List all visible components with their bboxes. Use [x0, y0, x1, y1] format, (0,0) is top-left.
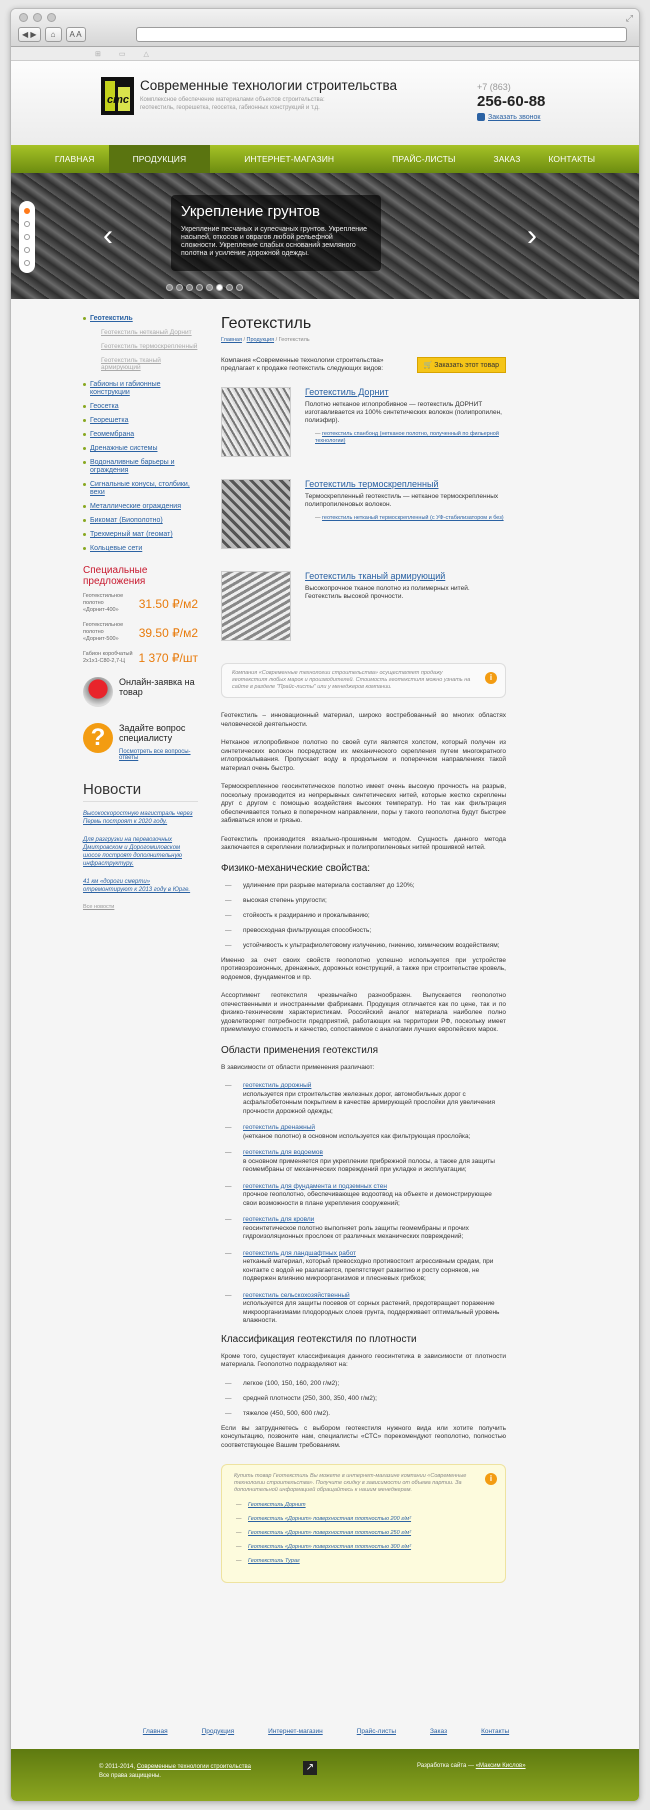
- news-item[interactable]: 41 км «дороги смерти» отремонтируют к 2013 году в Юрге.: [83, 879, 191, 893]
- share-icon[interactable]: △: [143, 50, 149, 58]
- paragraph: Кроме того, существует классификация данного геосинтетика в зависимости от плотности материала. Геополотно подразделяют на:: [221, 1352, 506, 1368]
- sidebar-item[interactable]: Геомембрана: [83, 431, 198, 439]
- application-text: используется для защиты посевов от сорных растений, предотвращает поражение микроорганизмами плодородных слоев грунта, поддерживает оптимальный уровень влажности.: [243, 1300, 500, 1324]
- site-footer: [11, 1749, 640, 1801]
- hero-slider: [11, 173, 639, 299]
- bookmarks-bar: [11, 47, 639, 61]
- nav-contacts[interactable]: КОНТАКТЫ: [548, 154, 596, 164]
- paragraph: Если вы затрудняетесь с выбором геотекстиля нужного вида или хотите получить консультацию, позвоните нам, специалисты «СТС» порекомендуют геополотно, полностью соответствующее Вашим требованиям.: [221, 1424, 506, 1449]
- offer-item[interactable]: [83, 622, 198, 643]
- application-text: (нетканое полотно) в основном используется как фильтрующая прослойка;: [243, 1132, 471, 1140]
- developer-credit: [417, 1763, 526, 1769]
- footer-link[interactable]: Главная: [142, 1727, 168, 1735]
- offers-title: Специальные предложения: [83, 565, 148, 587]
- paragraph: Ассортимент геотекстиля чрезвычайно разнообразен. Выпускается геополотно отечественными и иностранными фабриками. Продукция отличается как по цене, так и по физико-техническим характеристикам. Российский аналог материала наиболее полно удовлетворяет потребности предприятий, работающих на территории РФ, поскольку имеет приемлемую стоимость и качество, сопоставимое с аналогами лучших европейских марок.: [221, 992, 506, 1033]
- sidebar-subitem[interactable]: Геотекстиль нетканый Дорнит: [101, 329, 192, 336]
- ask-box: [83, 723, 198, 761]
- phone-icon: [477, 113, 485, 121]
- sidebar-item[interactable]: Геосетка: [83, 403, 198, 411]
- site-title[interactable]: Современные технологии строительства: [140, 78, 398, 93]
- application-link[interactable]: — геотекстиль для кровли: [243, 1216, 315, 1223]
- info-icon: i: [485, 1473, 497, 1485]
- paragraph: Нетканое иглопробивное полотно по своей сути является холстом, который получен из синтетических волокон посредством их механического скрепления путем многократного иглопрокалывания. Пропускает воду в продольном и поперечном направлениях такой материал очень быстро.: [221, 739, 506, 772]
- application-link[interactable]: — геотекстиль для водоемов: [243, 1149, 323, 1156]
- main-content: [221, 315, 506, 1583]
- offer-item[interactable]: [83, 651, 198, 665]
- news-item[interactable]: Для разгрузки на перевозочных Дмитровском и Дорогомиловском шоссе построят дополнительную инфраструктуру.: [83, 837, 182, 867]
- paragraph: В зависимости от области применения различают:: [221, 1063, 375, 1071]
- list-item: — стойкость к раздиранию и прокалыванию;: [233, 912, 506, 919]
- paragraph: Термоскрепленное геосинтетическое полотно имеет очень высокую прочность на разрыв, поскольку производится из непрерывных синтетических нитей, которые жестко скреплены друг с другом с помощью воздействия высоких температур. Но так как фильтрация обеспечивается только в поперечном направлении, поры у такого геополотна будут быстрее забиваться илом и грязью.: [221, 783, 506, 824]
- application-link[interactable]: — геотекстиль для ландшафтных работ: [243, 1249, 357, 1257]
- product-item: [221, 479, 506, 549]
- application-link[interactable]: — геотекстиль для фундамента и подземных стен: [243, 1182, 387, 1190]
- sidebar-subitem[interactable]: Геотекстиль тканый армирующий: [101, 357, 161, 371]
- slider-bullet[interactable]: [24, 221, 30, 227]
- buy-link[interactable]: — Геотекстиль Тураг: [248, 1558, 477, 1564]
- buy-box-text: Купить товар Геотекстиль Вы можете в интернет-магазине компании «Современные технологии строительства». Получите скидку в зависимости от объема партии. За дополнительной информацией обращайтесь к нашим менеджерам.: [234, 1473, 467, 1493]
- list-item: — удлинение при разрыве материала составляет до 120%;: [233, 882, 506, 889]
- address-bar[interactable]: [136, 27, 627, 42]
- close-icon[interactable]: [19, 13, 28, 22]
- bookmark-icon[interactable]: ⊞: [95, 50, 101, 58]
- offer-name[interactable]: Геотекстильное полотно «Дорнит-400»: [83, 593, 124, 613]
- reader-icon[interactable]: ▭: [118, 50, 126, 58]
- window-controls: [19, 13, 56, 22]
- application-text: используется при строительстве железных дорог, автомобильных дорог с асфальтобетонным покрытием в качестве армирующей прослойки для увеличения прочности дорожной одежды;: [243, 1090, 496, 1115]
- slider-dot[interactable]: [166, 284, 173, 291]
- paragraph: Геотекстиль производится вязально-прошивным методом. Сущность данного метода заключается в скреплении полиэфирных и полипропиленовых нитей прошивкой нитей.: [221, 835, 506, 851]
- offer-item[interactable]: [83, 593, 198, 614]
- sidebar-item[interactable]: Трехмерный мат (геомат): [83, 531, 198, 539]
- application-text: прочное геополотно, обеспечивающее водоотвод на объекте и демонстрирующее свои возможности в плане укрепления сооружений;: [243, 1191, 492, 1207]
- application-link[interactable]: — геотекстиль дорожный: [243, 1082, 312, 1089]
- product-name[interactable]: Геотекстиль термоскрепленный: [305, 479, 439, 489]
- chevron-right-icon[interactable]: ›: [527, 219, 537, 252]
- maximize-icon[interactable]: [47, 13, 56, 22]
- copyright-link[interactable]: Современные технологии строительства: [136, 1764, 251, 1770]
- footer-link[interactable]: Контакты: [481, 1727, 510, 1735]
- offer-name[interactable]: Геотекстильное полотно «Дорнит-500»: [83, 622, 124, 642]
- chevron-left-icon[interactable]: ‹: [103, 219, 113, 252]
- nav-products[interactable]: ПРОДУКЦИЯ: [109, 145, 211, 173]
- offer-name[interactable]: Габион коробчатый 2х1х1-С80-2,7-Ц: [83, 651, 133, 664]
- paragraph: Геотекстиль – инновационный материал, широко востребованный во многих областях человеческой деятельности.: [221, 712, 506, 728]
- question-icon: ?: [83, 723, 113, 753]
- sidebar-item[interactable]: Георешетка: [83, 417, 198, 425]
- nav-shop[interactable]: ИНТЕРНЕТ-МАГАЗИН: [244, 154, 335, 164]
- browser-window: [10, 8, 640, 1802]
- developer-text: Разработка сайта —: [417, 1763, 475, 1769]
- sidebar-item[interactable]: Бикомат (Биополотно): [83, 517, 198, 525]
- sidebar-item[interactable]: Габионы и габионные конструкции: [83, 381, 198, 397]
- text-size-button[interactable]: A A: [66, 27, 86, 42]
- slider-dot[interactable]: [226, 284, 233, 291]
- minimize-icon[interactable]: [33, 13, 42, 22]
- buy-link[interactable]: — Геотекстиль «Дорнит» поверхностная плотностью 200 г/м²: [248, 1516, 477, 1522]
- browser-toolbar: [11, 9, 639, 47]
- browser-nav-buttons: [18, 27, 86, 42]
- sidebar-item[interactable]: Водоналивные барьеры и ограждения: [83, 459, 198, 475]
- copyright-years: © 2011-2014,: [99, 1764, 136, 1770]
- intro-row: [221, 357, 506, 373]
- footer-link[interactable]: Продукция: [201, 1727, 235, 1735]
- application-item: [233, 1250, 506, 1284]
- sidebar-item[interactable]: Дренажные системы: [83, 445, 198, 453]
- sidebar-item[interactable]: Металлические ограждения: [83, 503, 198, 511]
- product-sublink: — геотекстиль нетканый термоскрепленный (с УФ-стабилизатором и без): [315, 515, 504, 521]
- sidebar-item[interactable]: Сигнальные конусы, столбики, вехи: [83, 481, 198, 497]
- home-button[interactable]: ⌂: [45, 27, 62, 42]
- content: [11, 307, 639, 1685]
- slider-pager: [166, 284, 243, 291]
- paragraph: Именно за счет своих свойств геополотно успешно используется при устройстве противоэрозионных, дренажных, дорожных конструкций, а также при строительстве кровель, водоемов, фундаментов и пр.: [221, 956, 506, 981]
- slider-dot[interactable]: [206, 284, 213, 291]
- footer-link[interactable]: Интернет-магазин: [268, 1727, 323, 1735]
- application-text: в основном применяется при укреплении прибрежной полосы, а также для защиты геомембраны от механических повреждений при укладке и эксплуатации;: [243, 1157, 495, 1173]
- slider-vertical-pager: [19, 201, 35, 273]
- news-item[interactable]: Высокоскоростную магистраль через Пермь построят к 2020 году.: [83, 811, 193, 825]
- buy-link[interactable]: — Геотекстиль «Дорнит» поверхностная плотностью 250 г/м²: [248, 1530, 477, 1536]
- nav-home[interactable]: ГЛАВНАЯ: [54, 154, 95, 164]
- footer-link[interactable]: Заказ: [430, 1727, 448, 1735]
- site-subtitle: Комплексное обеспечение материалами объектов строительства: геотекстиль, георешетка, геосетка, габионных конструкций и т.д.: [140, 97, 325, 111]
- buy-link[interactable]: — Геотекстиль Дорнит: [248, 1502, 477, 1508]
- application-text: нетканый материал, который превосходно противостоит агрессивным средам, при контакте с водой не разлагается, препятствует развитию и росту сорняков, не подвержен влиянию микроорганизмов и плесневых грибков;: [243, 1258, 494, 1282]
- product-name[interactable]: Геотекстиль Дорнит: [305, 387, 389, 397]
- list-item: — легкое (100, 150, 160, 200 г/м2);: [233, 1380, 506, 1387]
- product-image[interactable]: [221, 479, 291, 549]
- sidebar-item[interactable]: Кольцевые сети: [83, 545, 198, 553]
- nav-prices[interactable]: ПРАЙС-ЛИСТЫ: [392, 154, 456, 164]
- slider-dot[interactable]: [186, 284, 193, 291]
- order-button[interactable]: [417, 357, 506, 373]
- info-icon: i: [485, 672, 497, 684]
- section-heading: Области применения геотекстиля: [221, 1044, 379, 1056]
- copyright-rights: Все права защищены.: [99, 1773, 161, 1779]
- footer-nav: [11, 1721, 640, 1741]
- sidebar-item-geotextile[interactable]: Геотекстиль: [83, 315, 198, 323]
- callback-label[interactable]: Заказать звонок: [488, 113, 541, 121]
- buy-link[interactable]: — Геотекстиль «Дорнит» поверхностная плотностью 300 г/м²: [248, 1544, 477, 1550]
- info-note: [221, 663, 506, 698]
- slider-bullet[interactable]: [24, 234, 30, 240]
- breadcrumb-products[interactable]: Продукция: [246, 337, 275, 343]
- slide-caption: [171, 195, 381, 271]
- product-sublink-text[interactable]: геотекстиль нетканый термоскрепленный (с УФ-стабилизатором и без): [322, 515, 504, 521]
- breadcrumb-home[interactable]: Главная: [221, 337, 242, 343]
- back-button[interactable]: ◀ ▶: [18, 27, 41, 42]
- offer-price: 1 370 ₽/шт: [138, 651, 198, 665]
- application-link[interactable]: — геотекстиль сельскохозяйственный: [243, 1291, 350, 1299]
- online-order-title[interactable]: Онлайн-заявка на товар: [119, 677, 195, 697]
- product-sublink: — геотекстиль спанбонд (нетканое полотно, полученный по фильерной технологии): [315, 431, 499, 444]
- sidebar-subitem[interactable]: Геотекстиль термоскрепленный: [101, 343, 198, 350]
- application-item: [233, 1082, 506, 1116]
- scroll-top-icon[interactable]: ↗: [303, 1761, 317, 1775]
- slider-dot[interactable]: [236, 284, 243, 291]
- callback-link[interactable]: [477, 113, 540, 121]
- list-item: — средней плотности (250, 300, 350, 400 г/м2);: [233, 1395, 506, 1402]
- offer-price: 31.50 ₽/м2: [138, 596, 198, 611]
- slider-dot[interactable]: [216, 284, 223, 291]
- product-item: [221, 571, 506, 641]
- nav-order[interactable]: ЗАКАЗ: [493, 154, 521, 164]
- slider-dot[interactable]: [176, 284, 183, 291]
- application-link[interactable]: — геотекстиль дренажный: [243, 1124, 316, 1131]
- developer-link[interactable]: «Максим Кислов»: [475, 1763, 526, 1769]
- list-item: — тяжелое (450, 500, 600 г/м2).: [233, 1410, 506, 1417]
- fullscreen-icon[interactable]: ⤢: [625, 13, 633, 23]
- product-image[interactable]: [221, 571, 291, 641]
- slider-bullet[interactable]: [24, 208, 30, 214]
- footer-link[interactable]: Прайс-листы: [356, 1727, 396, 1735]
- news-all-link[interactable]: Все новости: [83, 904, 115, 910]
- order-button-label[interactable]: Заказать этот товар: [434, 362, 499, 369]
- list-item: — превосходная фильтрующая способность;: [233, 927, 506, 934]
- main-nav: [11, 145, 639, 173]
- product-desc: Высокопрочное тканое полотно из полимерных нитей. Геотекстиль высокой прочности.: [305, 585, 470, 600]
- product-image[interactable]: [221, 387, 291, 457]
- section-heading: Физико-механические свойства:: [221, 862, 371, 874]
- slider-bullet[interactable]: [24, 260, 30, 266]
- breadcrumb: Главная / Продукция / Геотекстиль: [221, 337, 310, 343]
- ask-link[interactable]: Посмотреть все вопросы-ответы: [119, 749, 191, 761]
- site-header: [11, 61, 639, 145]
- info-note-text: Компания «Современные технологии строительства» осуществляет продажу геотекстиля любых марок и производителей. Стоимость геотекстиля можно узнать на сайте в разделе "Прайс-листы" или у менеджеров компании.: [232, 670, 471, 690]
- divider: [11, 299, 639, 307]
- list-item: — высокая степень упругости;: [233, 897, 506, 904]
- logo-icon[interactable]: cmc: [101, 77, 134, 115]
- application-item: [233, 1149, 506, 1175]
- slider-dot[interactable]: [196, 284, 203, 291]
- sidebar: [83, 315, 198, 910]
- application-item: [233, 1292, 506, 1326]
- application-text: геосинтетическое полотно выполняет роль защиты геомембраны и прочих гидроизоляционных прослоек от различных механических повреждений;: [243, 1224, 469, 1240]
- buy-box: [221, 1464, 506, 1583]
- product-desc: Полотно нетканое иглопробивное — геотекстиль ДОРНИТ изготавливается из 100% синтетических волокон (полипропилен, полиэфир).: [305, 401, 502, 424]
- page: [11, 61, 639, 1801]
- breadcrumb-current: Геотекстиль: [278, 337, 310, 343]
- slider-bullet[interactable]: [24, 247, 30, 253]
- application-item: [233, 1124, 506, 1141]
- product-item: [221, 387, 506, 457]
- product-name[interactable]: Геотекстиль тканый армирующий: [305, 571, 446, 581]
- cart-icon: 🛒: [423, 362, 435, 369]
- online-order-box[interactable]: [83, 677, 198, 707]
- offer-price: 39.50 ₽/м2: [138, 625, 198, 640]
- slide-title: Укрепление грунтов: [181, 203, 320, 220]
- news-title: Новости: [83, 781, 198, 802]
- list-item: — устойчивость к ультрафиолетовому излучению, гниению, химическим воздействиям;: [233, 942, 506, 949]
- copyright: [99, 1763, 251, 1781]
- product-sublink-text[interactable]: геотекстиль спанбонд (нетканое полотно, полученный по фильерной технологии): [315, 431, 499, 444]
- phone-number: 256-60-88: [477, 93, 546, 110]
- page-title: Геотекстиль: [221, 315, 312, 332]
- application-item: [233, 1216, 506, 1242]
- application-item: [233, 1183, 506, 1209]
- product-desc: Термоскрепленный геотекстиль — нетканое термоскрепленных полипропиленовых волокон.: [305, 493, 499, 508]
- alarm-icon: [83, 677, 113, 707]
- ask-title[interactable]: Задайте вопрос специалисту: [119, 723, 186, 743]
- intro-text: Компания «Современные технологии строительства» предлагает к продаже геотекстиль следующих видов:: [221, 357, 384, 372]
- slide-text: Укрепление песчаных и супесчаных грунтов. Укрепление насыпей, откосов и оврагов любой рельефной сложности. Укрепление слабых оснований земляного полотна и усиление дорожной одежды.: [181, 226, 367, 257]
- section-heading: Классификация геотекстиля по плотности: [221, 1333, 417, 1345]
- phone-code: +7 (863): [477, 82, 511, 92]
